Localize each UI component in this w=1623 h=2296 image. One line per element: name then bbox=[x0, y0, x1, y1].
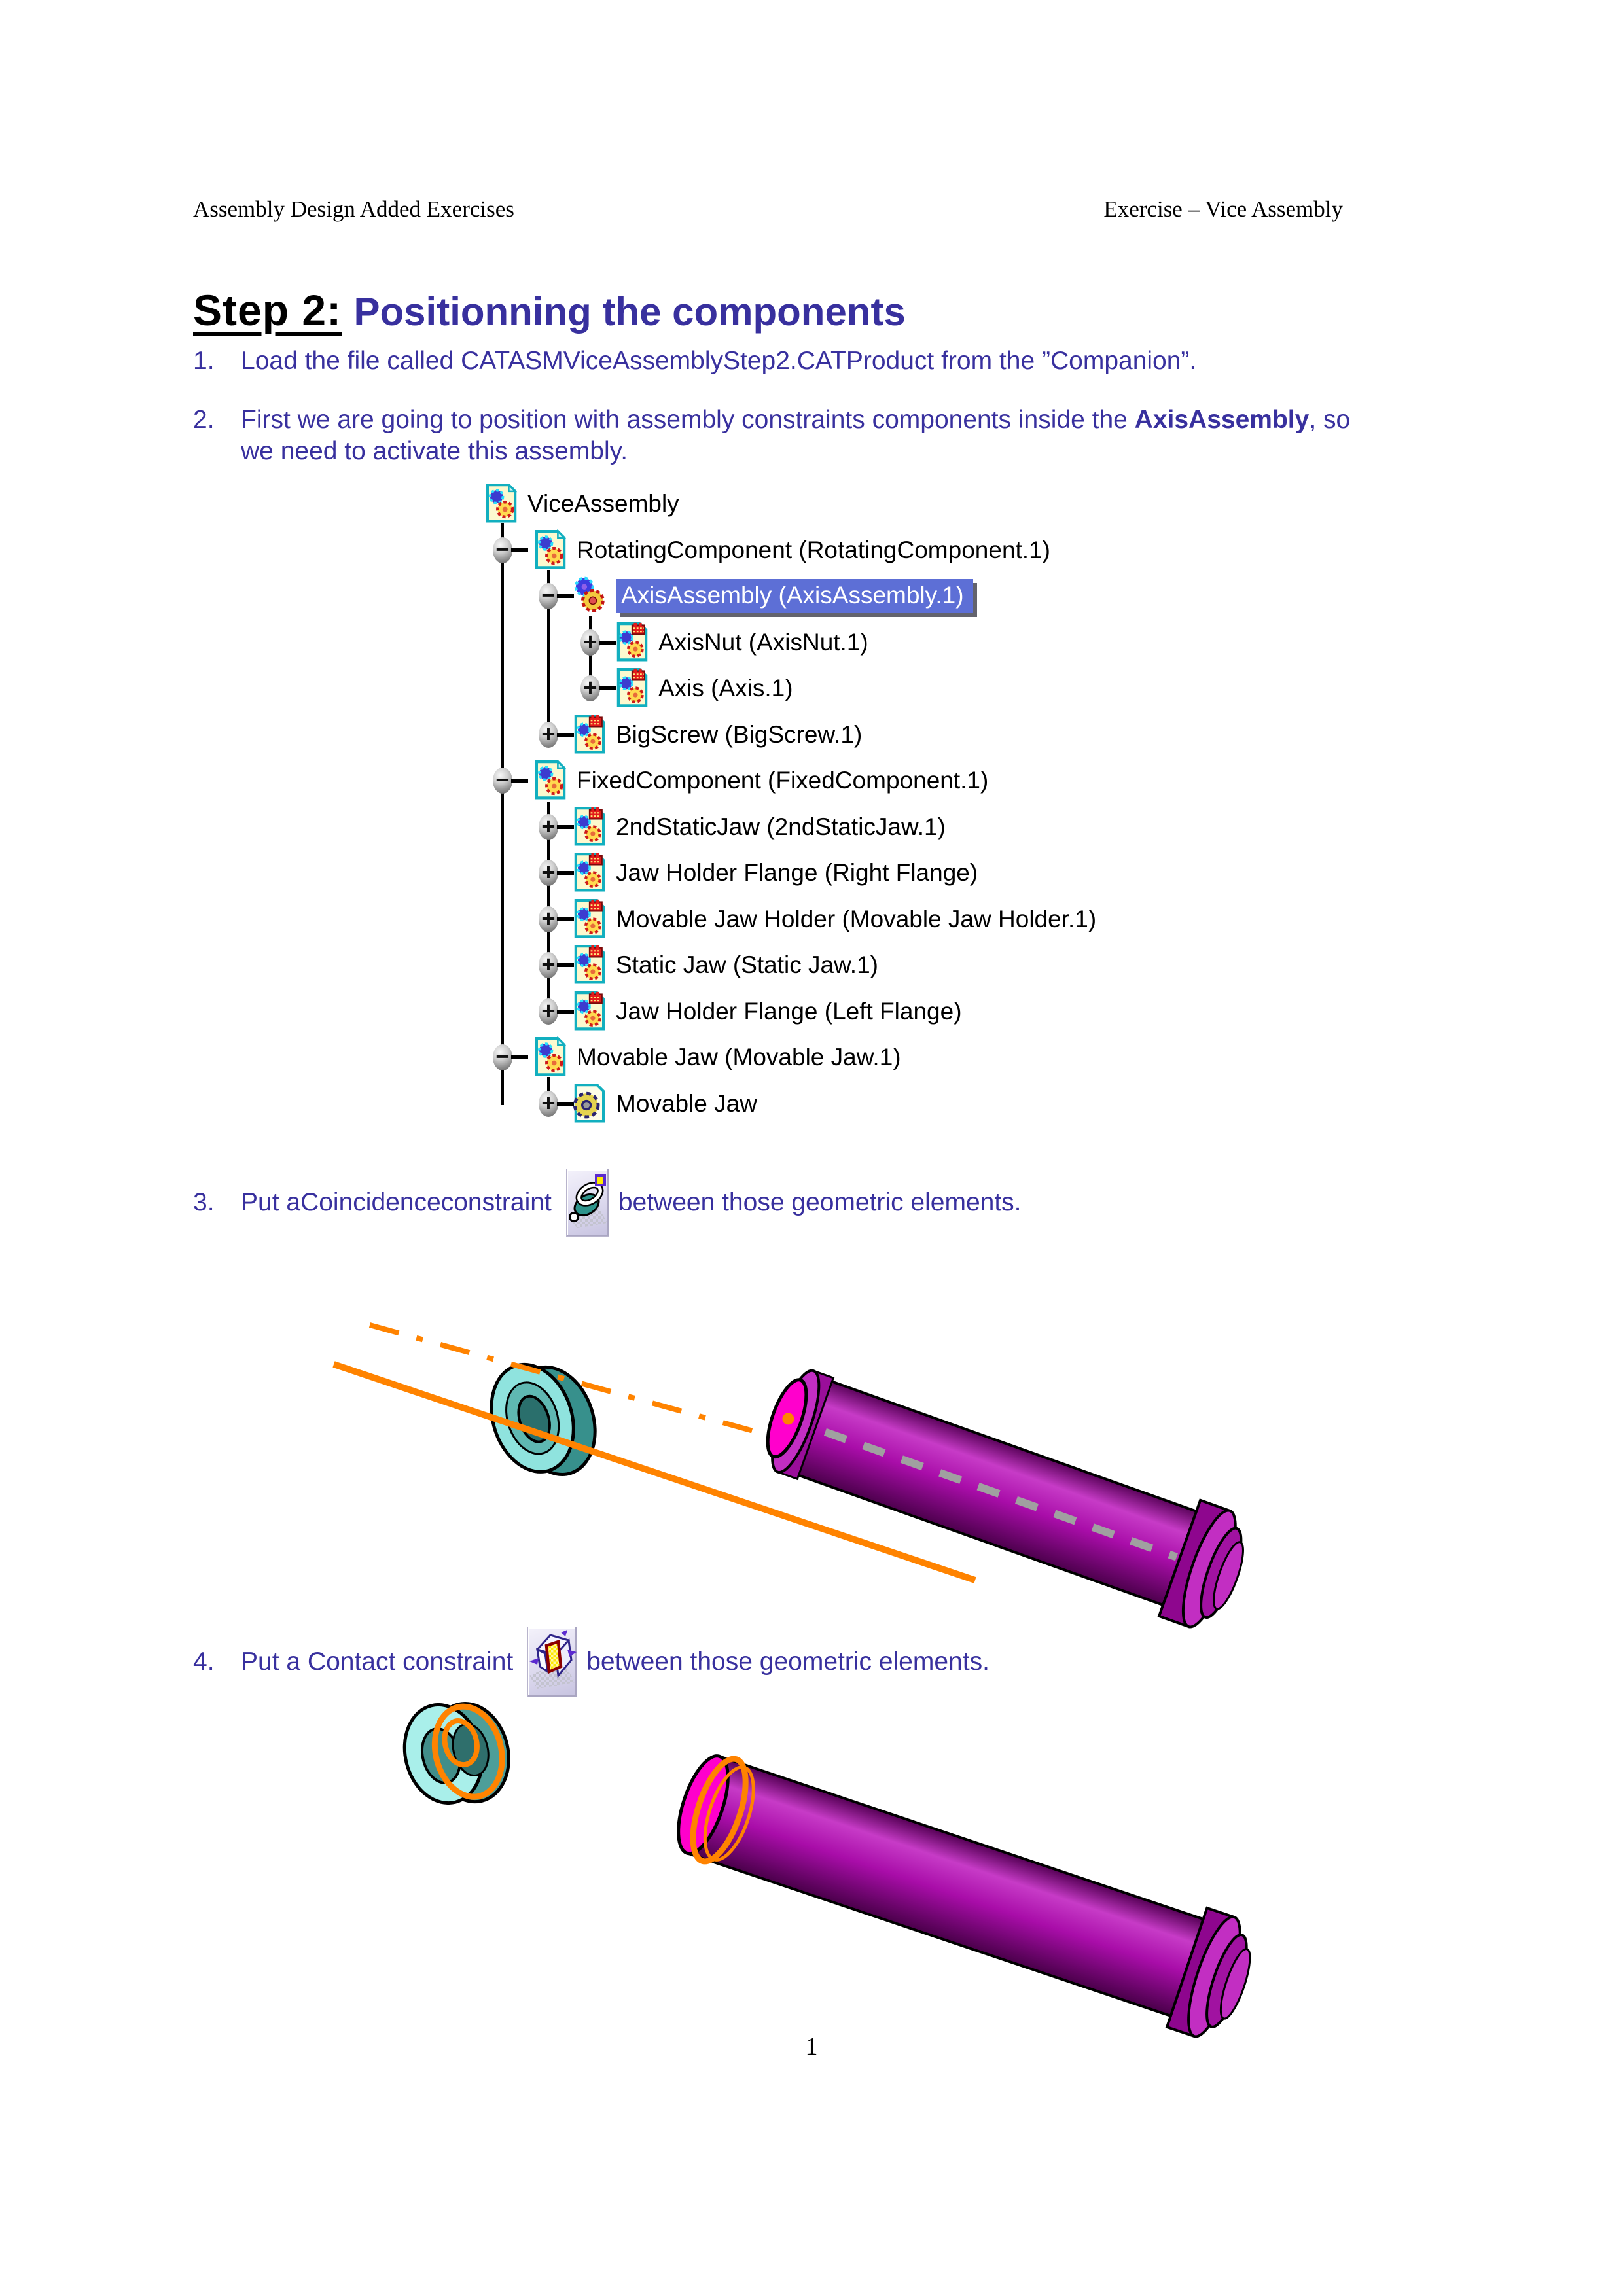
tree-row[interactable] bbox=[470, 1034, 1216, 1081]
tree-row[interactable] bbox=[470, 988, 1216, 1035]
product-icon bbox=[533, 529, 567, 570]
tree-row[interactable] bbox=[470, 619, 1216, 666]
part-icon bbox=[573, 714, 607, 754]
tree-row[interactable] bbox=[470, 527, 1216, 574]
tree-row[interactable] bbox=[470, 711, 1216, 758]
part-icon bbox=[573, 898, 607, 939]
step-3-bold-text: Coincidence bbox=[300, 1188, 441, 1216]
tree-expander-plus[interactable] bbox=[539, 952, 558, 978]
tree-node-label[interactable]: FixedComponent (FixedComponent.1) bbox=[577, 767, 989, 794]
step-1-paragraph bbox=[193, 345, 1196, 377]
tree-expander-plus[interactable] bbox=[580, 629, 600, 656]
contact-constraint-icon[interactable] bbox=[527, 1627, 577, 1697]
product-icon bbox=[533, 760, 567, 800]
tree-node-label[interactable]: ViceAssembly bbox=[527, 490, 679, 517]
tree-node-label[interactable]: RotatingComponent (RotatingComponent.1) bbox=[577, 537, 1050, 563]
tree-node-label[interactable]: Movable Jaw bbox=[616, 1090, 757, 1117]
coincidence-constraint-icon[interactable] bbox=[566, 1169, 609, 1237]
tree-expander-plus[interactable] bbox=[580, 675, 600, 701]
tree-row[interactable] bbox=[470, 942, 1216, 989]
tree-node-label[interactable]: Jaw Holder Flange (Right Flange) bbox=[616, 859, 978, 886]
step-4-text: Put a Contact constraint bbox=[241, 1648, 514, 1676]
step-3-text-mid: constraint bbox=[440, 1188, 552, 1216]
step-3-number: 3. bbox=[193, 1188, 215, 1216]
tree-row[interactable] bbox=[470, 849, 1216, 896]
step-2-text-end: , so bbox=[1309, 406, 1351, 434]
part-icon bbox=[615, 667, 649, 708]
tree-row[interactable] bbox=[470, 1080, 1216, 1127]
catpart-icon bbox=[573, 1083, 607, 1123]
axis-nut-3d bbox=[395, 1691, 519, 1816]
step-2-line2: we need to activate this assembly. bbox=[241, 437, 628, 465]
tree-row[interactable] bbox=[470, 480, 1216, 527]
step-title-prefix: Step 2: bbox=[193, 286, 342, 334]
tree-expander-minus[interactable] bbox=[539, 583, 558, 609]
axis-screw-3d bbox=[753, 1356, 1257, 1633]
tree-expander-plus[interactable] bbox=[539, 906, 558, 932]
tree-expander-plus[interactable] bbox=[539, 860, 558, 886]
step-2-bold-text: AxisAssembly bbox=[1134, 406, 1310, 434]
tree-expander-plus[interactable] bbox=[539, 814, 558, 840]
part-icon bbox=[573, 991, 607, 1031]
tree-node-label[interactable]: 2ndStaticJaw (2ndStaticJaw.1) bbox=[616, 813, 946, 840]
tree-node-label[interactable]: AxisNut (AxisNut.1) bbox=[658, 629, 868, 656]
contact-glyph bbox=[528, 1627, 577, 1690]
header-right-text: Exercise – Vice Assembly bbox=[1103, 196, 1343, 222]
tree-expander-plus[interactable] bbox=[539, 998, 558, 1025]
tree-node-label[interactable]: Axis (Axis.1) bbox=[658, 675, 793, 701]
axis-screw-3d bbox=[664, 1739, 1264, 2047]
part-icon bbox=[573, 852, 607, 892]
tree-expander-minus[interactable] bbox=[493, 537, 512, 563]
step-1-number: 1. bbox=[193, 347, 215, 375]
specification-tree bbox=[470, 474, 1216, 1135]
step-3-text: Put a bbox=[241, 1188, 301, 1216]
tree-node-label[interactable]: Static Jaw (Static Jaw.1) bbox=[616, 951, 878, 978]
tree-node-label[interactable]: Jaw Holder Flange (Left Flange) bbox=[616, 998, 962, 1025]
active-assembly-icon bbox=[573, 575, 607, 616]
tree-expander-plus[interactable] bbox=[539, 722, 558, 748]
step-1-text: Load the file called CATASMViceAssemblyStep2.CATProduct from the ”Companion”. bbox=[241, 347, 1197, 375]
coincidence-scene-image bbox=[321, 1240, 1322, 1633]
step-4-paragraph bbox=[193, 1627, 990, 1697]
header-left-text: Assembly Design Added Exercises bbox=[193, 196, 514, 222]
tree-node-label[interactable]: BigScrew (BigScrew.1) bbox=[616, 721, 863, 748]
step-2-paragraph bbox=[193, 404, 1350, 467]
step-2-text: First we are going to position with assembly constraints components inside the bbox=[241, 406, 1135, 434]
tree-row[interactable] bbox=[470, 804, 1216, 851]
tree-row[interactable] bbox=[470, 757, 1216, 804]
contact-scene-image bbox=[353, 1691, 1322, 2058]
step-title-text: Positionning the components bbox=[353, 290, 906, 334]
page-header bbox=[193, 196, 1343, 222]
product-icon bbox=[484, 483, 518, 523]
tree-row[interactable] bbox=[470, 665, 1216, 712]
step-2-number: 2. bbox=[193, 406, 215, 434]
tree-node-label[interactable]: Movable Jaw Holder (Movable Jaw Holder.1) bbox=[616, 906, 1097, 932]
part-icon bbox=[573, 944, 607, 985]
tree-row[interactable] bbox=[470, 896, 1216, 943]
page-number: 1 bbox=[805, 2033, 818, 2060]
tree-expander-minus[interactable] bbox=[493, 768, 512, 794]
step-4-text-end: between those geometric elements. bbox=[586, 1648, 990, 1676]
tree-node-label[interactable]: AxisAssembly (AxisAssembly.1) bbox=[616, 579, 973, 613]
section-title bbox=[193, 285, 906, 335]
step-3-text-end: between those geometric elements. bbox=[618, 1188, 1022, 1216]
tree-row-selected[interactable] bbox=[470, 573, 1216, 620]
tree-expander-plus[interactable] bbox=[539, 1091, 558, 1117]
tree-expander-minus[interactable] bbox=[493, 1044, 512, 1070]
product-icon bbox=[533, 1036, 567, 1077]
coincidence-glyph bbox=[567, 1169, 609, 1229]
part-icon bbox=[573, 806, 607, 847]
part-icon bbox=[615, 622, 649, 662]
step-3-paragraph bbox=[193, 1169, 1022, 1237]
step-4-number: 4. bbox=[193, 1648, 215, 1676]
tree-node-label[interactable]: Movable Jaw (Movable Jaw.1) bbox=[577, 1044, 901, 1070]
